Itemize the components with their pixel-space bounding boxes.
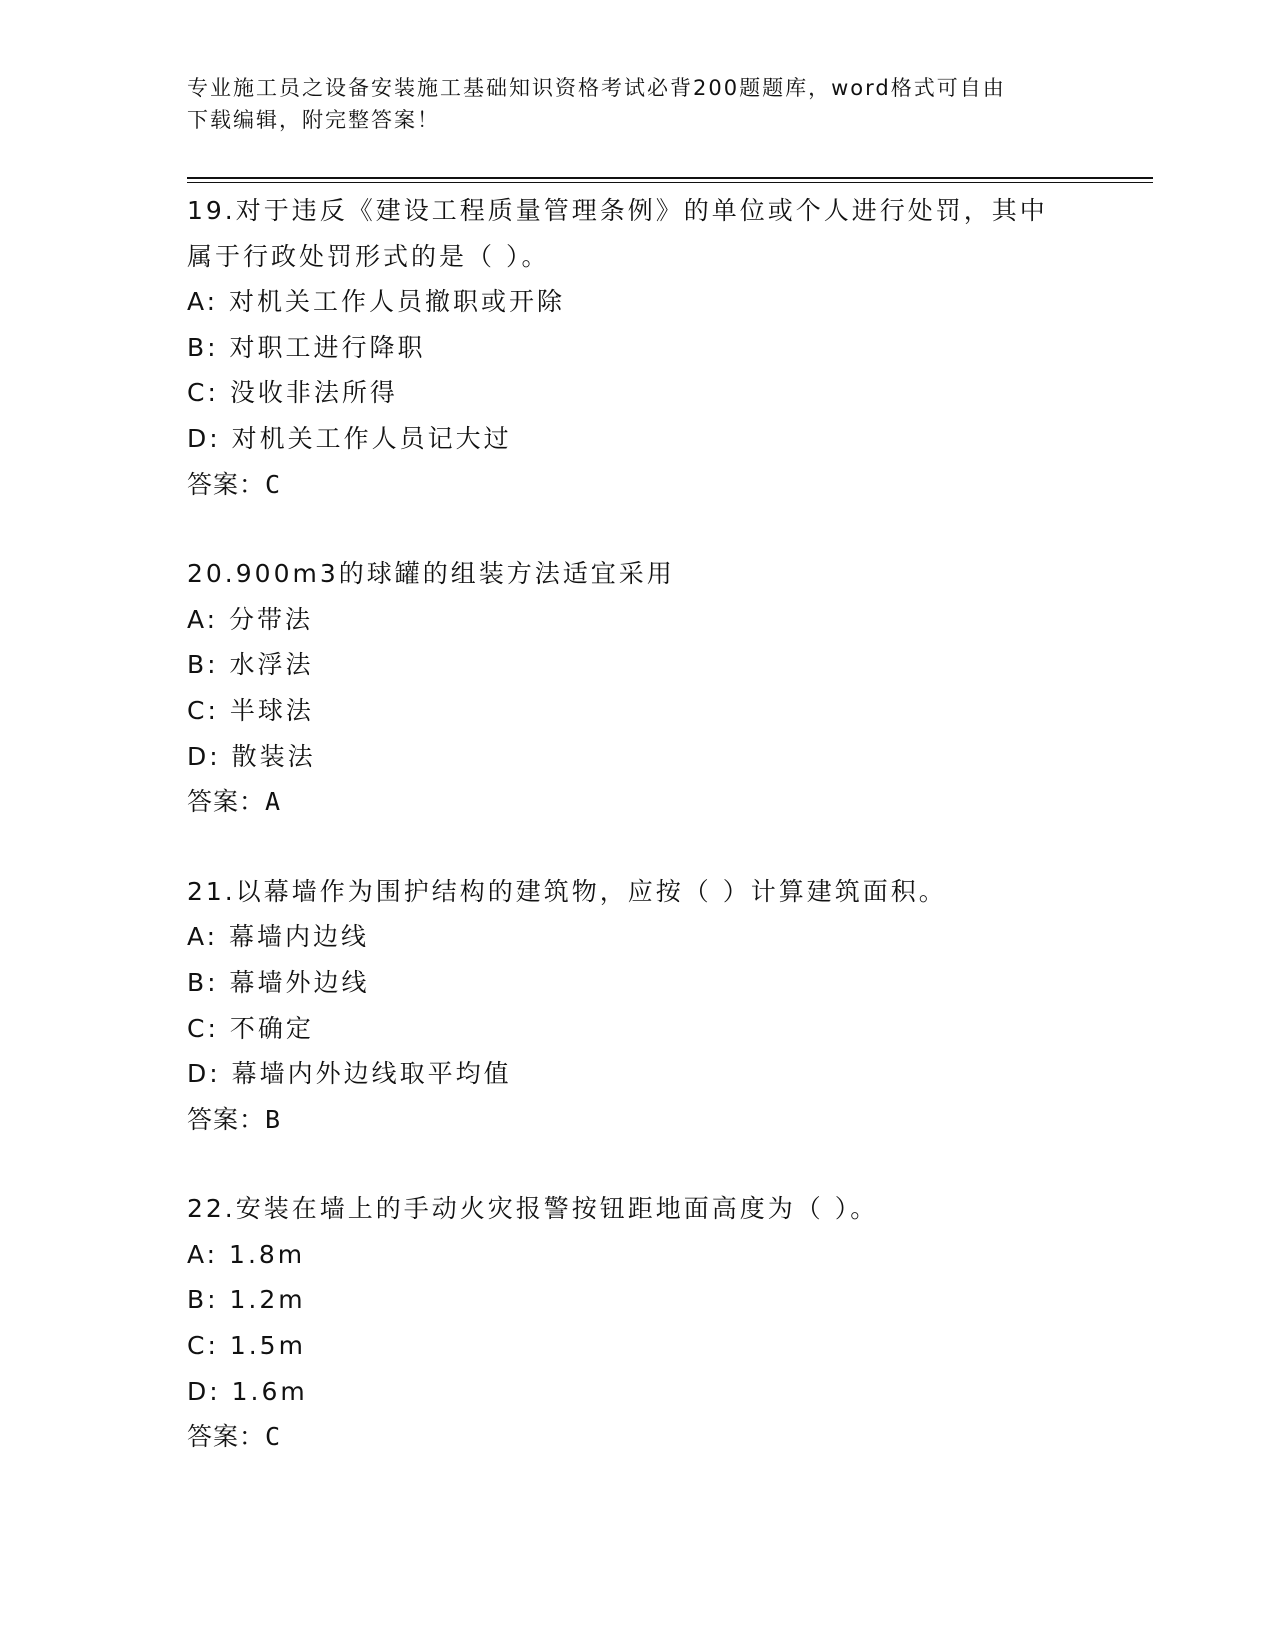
answer-value: C [265,1422,282,1452]
question-22 [187,1186,1087,1460]
header-line-1: 专业施工员之设备安装施工基础知识资格考试必背200题题库，word格式可自由 [187,76,1006,100]
divider-thin [187,182,1153,183]
option-d: D: 散装法 [187,741,316,771]
option-c: C: 没收非法所得 [187,378,398,408]
header-divider [187,177,1153,183]
header-line-2: 下载编辑，附完整答案！ [187,108,440,132]
answer-label: 答案： [187,1422,266,1452]
question-21 [187,869,1087,1143]
option-d: D: 1.6m [187,1376,308,1406]
answer-value: B [265,1104,282,1134]
option-b: B: 对职工进行降职 [187,332,426,362]
option-b: B: 水浮法 [187,650,314,680]
option-c: C: 1.5m [187,1331,306,1361]
answer-line [187,779,1087,825]
question-stem: 20.900m3的球罐的组装方法适宜采用 [187,559,675,589]
answer-label: 答案： [187,1104,266,1134]
question-stem: 22.安装在墙上的手动火灾报警按钮距地面高度为（ ）。 [187,1194,879,1224]
option-b: B: 幕墙外边线 [187,967,370,997]
answer-label: 答案： [187,787,266,817]
answer-value: A [265,787,282,817]
answer-line [187,1414,1087,1460]
answer-line [187,1097,1087,1143]
option-a: A: 对机关工作人员撤职或开除 [187,287,566,317]
question-20 [187,551,1087,825]
question-19 [187,188,1087,507]
question-stem-continued: 属于行政处罚形式的是（ ）。 [187,241,550,271]
option-a: A: 分带法 [187,604,314,634]
option-a: A: 幕墙内边线 [187,922,370,952]
answer-label: 答案： [187,469,266,499]
option-d: D: 幕墙内外边线取平均值 [187,1059,512,1089]
document-header [187,72,1067,136]
option-b: B: 1.2m [187,1285,306,1315]
answer-line [187,462,1087,508]
answer-value: C [265,469,282,499]
divider-thick [187,177,1153,179]
option-a: A: 1.8m [187,1239,306,1269]
option-c: C: 不确定 [187,1013,314,1043]
question-stem: 21.以幕墙作为围护结构的建筑物，应按（ ）计算建筑面积。 [187,876,947,906]
question-stem: 19.对于违反《建设工程质量管理条例》的单位或个人进行处罚，其中 [187,196,1048,225]
question-list [187,188,1087,1504]
option-d: D: 对机关工作人员记大过 [187,423,512,453]
option-c: C: 半球法 [187,695,314,725]
